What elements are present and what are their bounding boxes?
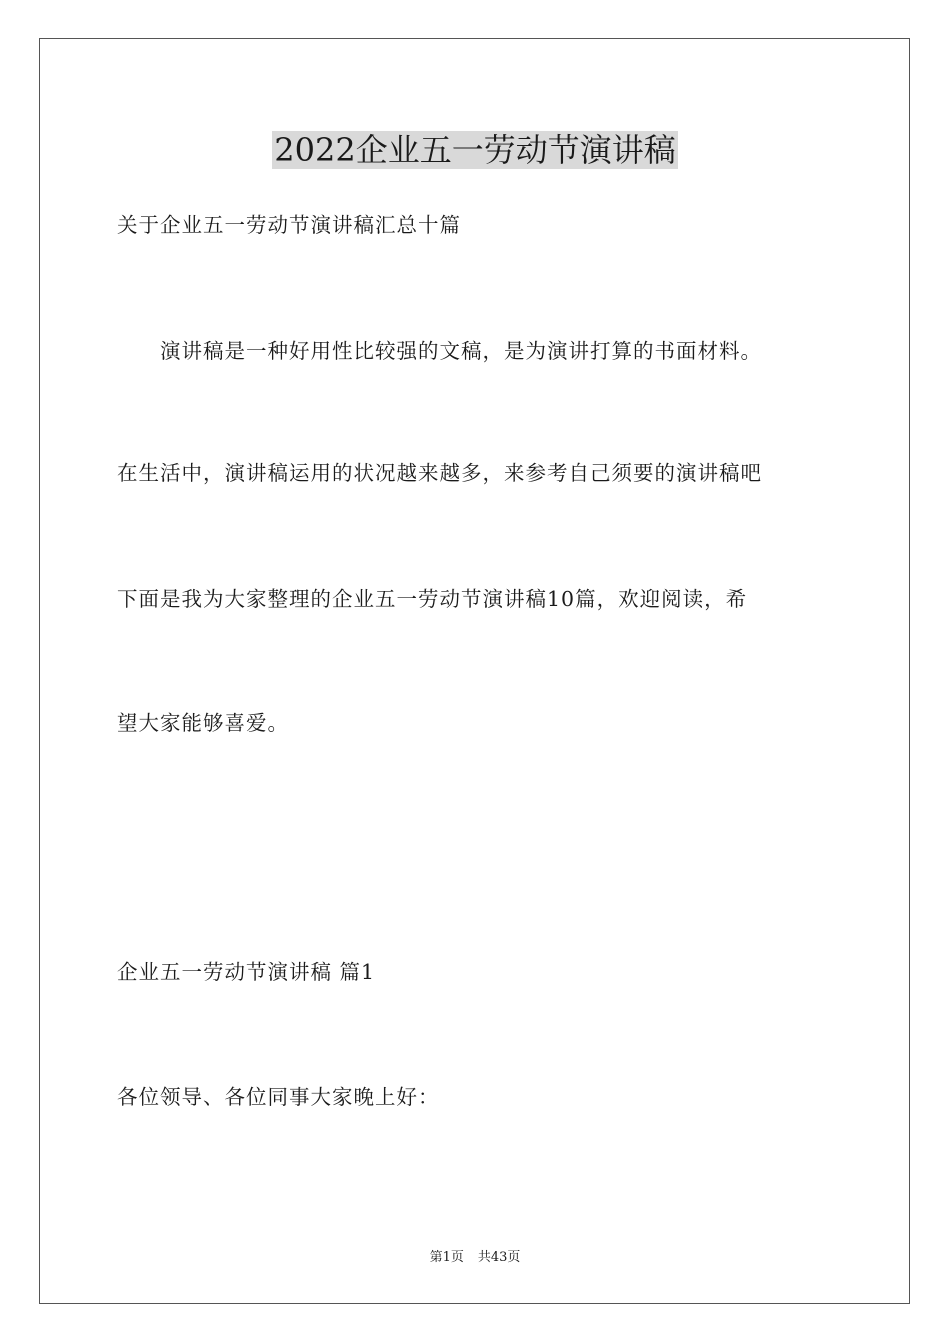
paragraph-line: 望大家能够喜爱。 bbox=[117, 711, 289, 735]
paragraph-line: 下面是我为大家整理的企业五一劳动节演讲稿10篇，欢迎阅读，希 bbox=[117, 587, 748, 611]
section-heading: 企业五一劳动节演讲稿 篇1 bbox=[117, 960, 376, 984]
page-footer bbox=[0, 1249, 950, 1267]
page-number: 第1页 bbox=[429, 1250, 464, 1265]
subtitle-line: 关于企业五一劳动节演讲稿汇总十篇 bbox=[117, 213, 461, 237]
paragraph-line: 在生活中，演讲稿运用的状况越来越多，来参考自己须要的演讲稿吧 bbox=[117, 461, 762, 485]
document-title bbox=[0, 128, 950, 172]
page-total: 共43页 bbox=[477, 1250, 521, 1265]
greeting-line: 各位领导、各位同事大家晚上好： bbox=[117, 1085, 440, 1109]
paragraph-line: 演讲稿是一种好用性比较强的文稿，是为演讲打算的书面材料。 bbox=[117, 339, 762, 363]
document-title-text: 2022企业五一劳动节演讲稿 bbox=[274, 131, 676, 169]
